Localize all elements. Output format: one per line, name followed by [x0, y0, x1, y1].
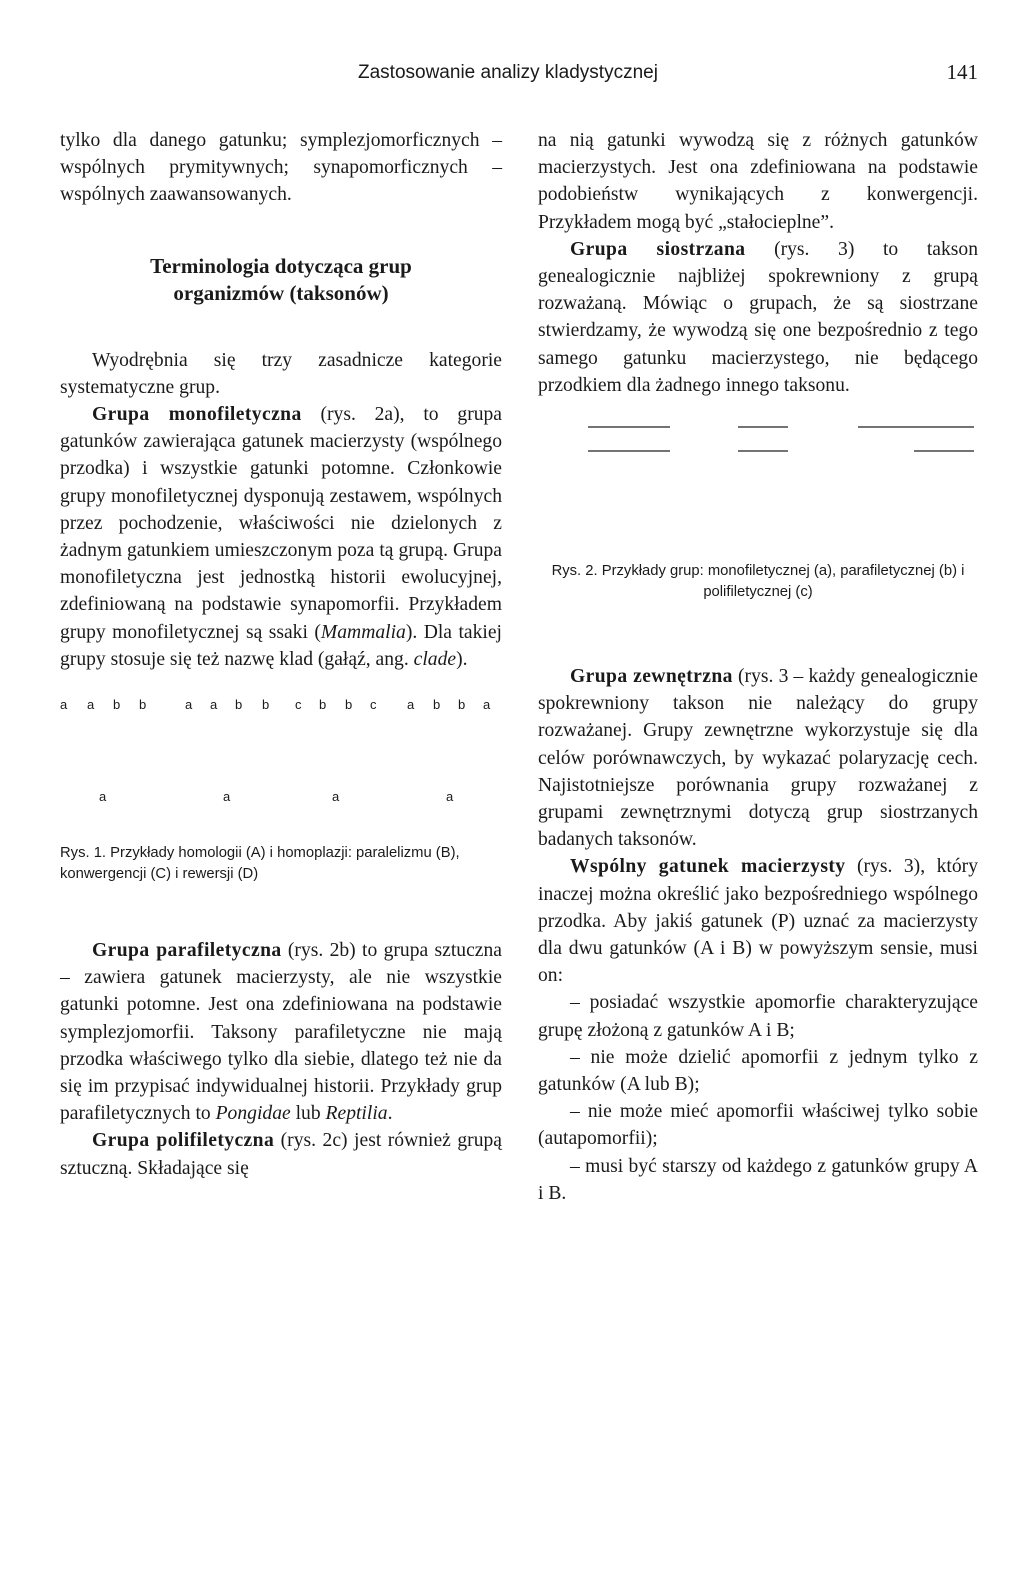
fig1-label: b — [235, 697, 243, 713]
fig1-label: c — [295, 697, 302, 713]
fig1-label: a — [210, 697, 218, 713]
fig1-label: b — [345, 697, 353, 713]
list-item: – musi być starszy od każdego z gatunków grupy A i B. — [538, 1155, 978, 1204]
term-monophyletic: Grupa monofiletyczna — [92, 404, 302, 426]
fig1-label: a — [60, 697, 68, 713]
heading-line-1: Terminologia dotycząca grup — [150, 253, 412, 278]
fig1-label: a — [407, 697, 415, 713]
fig1-root-label: a — [446, 789, 454, 805]
fig1-label: a — [87, 697, 95, 713]
fig1-label: b — [433, 697, 441, 713]
term-polyphyletic: Grupa polifiletyczna — [92, 1130, 275, 1152]
list-item: – nie może dzielić apomorfii z jednym tylko z gatunków (A lub B); — [538, 1046, 978, 1096]
sister-group-paragraph: Grupa siostrzana (rys. 3) to takson genealogicznie najbliżej spokrewniony z grupą rozważaną. Mówiąc o grupach, że są siostrzane stwierdzamy, że wywodzą się one bezpośrednio z tego samego gatunku macierzystego, nie będącego przodkiem dla żadnego innego taksonu. — [538, 238, 978, 396]
fig1-root-label: a — [332, 789, 340, 805]
fig1-label: b — [319, 697, 327, 713]
term-paraphyletic: Grupa parafiletyczna — [92, 940, 282, 962]
fig1-label: b — [458, 697, 466, 713]
english-term: clade — [413, 648, 457, 670]
fig1-label: b — [262, 697, 270, 713]
taxon-name: Mammalia — [320, 621, 406, 643]
section-heading — [60, 253, 502, 307]
list-item: – nie może mieć apomorfii właściwej tylko sobie (autapomorfii); — [538, 1101, 978, 1150]
term-sister-group: Grupa siostrzana — [570, 238, 746, 260]
running-header — [60, 60, 978, 90]
figure-2 — [538, 417, 978, 537]
running-title: Zastosowanie analizy kladystycznej — [358, 62, 658, 83]
fig1-label: c — [370, 697, 377, 713]
taxon-name: Reptilia — [325, 1103, 388, 1125]
heading-line-2: organizmów (taksonów) — [173, 280, 389, 305]
figure-1-caption: Rys. 1. Przykłady homologii (A) i homoplazji: paralelizmu (B), konwergencji (C) i rewersji (D) — [60, 845, 460, 883]
term-outgroup: Grupa zewnętrzna — [570, 666, 733, 688]
paraphyletic-paragraph: Grupa parafiletyczna (rys. 2b) to grupa sztuczna – zawiera gatunek macierzysty, ale nie wszystkie gatunki potomne. Jest ona zdefiniowana na podstawie symplezjomorfii. Taksony parafiletyczne nie mają przodka właściwego tylko dla siebie, dlatego też nie da się im przypisać indywidualnej historii. Przykłady grup parafiletycznych to Pongidae lub Reptilia. — [60, 940, 502, 1125]
figure-2-lines — [538, 417, 978, 537]
monophyletic-paragraph: Grupa monofiletyczna (rys. 2a), to grupa gatunków zawierająca gatunek macierzysty (wspólnego przodka) i wszystkie gatunki potomne. Członkowie grupy monofiletycznej dysponują zestawem, wspólnych przez pochodzenie, właściwości nie dzielonych z żadnym gatunkiem umieszczonym poza tą grupą. Grupa monofiletyczna jest jednostką historii ewolucyjnej, zdefiniowaną na podstawie synapomorfii. Przykładem grupy monofiletycznej są ssaki (Mammalia). Dla takiej grupy stosuje się też nazwę klad (gałąź, ang. clade). — [60, 404, 503, 670]
fig1-root-label: a — [223, 789, 231, 805]
list-item: – posiadać wszystkie apomorfie charakteryzujące grupę złożoną z gatunków A i B; — [538, 992, 978, 1041]
fig1-label: b — [139, 697, 147, 713]
page-number: 141 — [946, 60, 978, 84]
paragraph: Wyodrębnia się trzy zasadnicze kategorie systematyczne grup. — [60, 349, 502, 398]
paragraph: na nią gatunki wywodzą się z różnych gatunków macierzystych. Jest ona zdefiniowana na podstawie podobieństw wynikających z konwergencji. Przykładem mogą być „stałocieplne”. — [538, 130, 978, 233]
polyphyletic-paragraph: Grupa polifiletyczna (rys. 2c) jest również grupą sztuczną. Składające się — [60, 1130, 502, 1179]
fig1-label: b — [113, 697, 121, 713]
fig1-root-label: a — [99, 789, 107, 805]
left-column — [60, 127, 502, 1182]
common-ancestor-paragraph: Wspólny gatunek macierzysty (rys. 3), który inaczej można określić jako bezpośredniego wspólnego przodka. Aby jakiś gatunek (P) uznać za macierzysty dla dwu gatunków (A i B) w powyższym sensie, musi on: — [538, 856, 978, 987]
outgroup-paragraph: Grupa zewnętrzna (rys. 3 – każdy genealogicznie spokrewniony takson nie należący do grupy rozważanej. Grupy zewnętrzne wykorzystuje się dla celów porównawczych, by wykazać polaryzację cech. Najistotniejsze porównania grupy rozważanej z grupami zewnętrznymi dotyczą grup siostrzanych badanych taksonów. — [538, 666, 978, 851]
term-common-ancestor: Wspólny gatunek macierzysty — [570, 856, 846, 878]
right-column — [538, 127, 978, 1207]
fig1-label: a — [185, 697, 193, 713]
figure-1 — [60, 691, 502, 843]
figure-2-caption: Rys. 2. Przykłady grup: monofiletycznej (a), parafiletycznej (b) i polifiletycznej (c) — [551, 563, 965, 601]
fig1-label: a — [483, 697, 491, 713]
paragraph: tylko dla danego gatunku; symplezjomorficznych – wspólnych prymitywnych; synapomorficznych – wspólnych zaawansowanych. — [60, 130, 502, 206]
taxon-name: Pongidae — [215, 1103, 291, 1125]
